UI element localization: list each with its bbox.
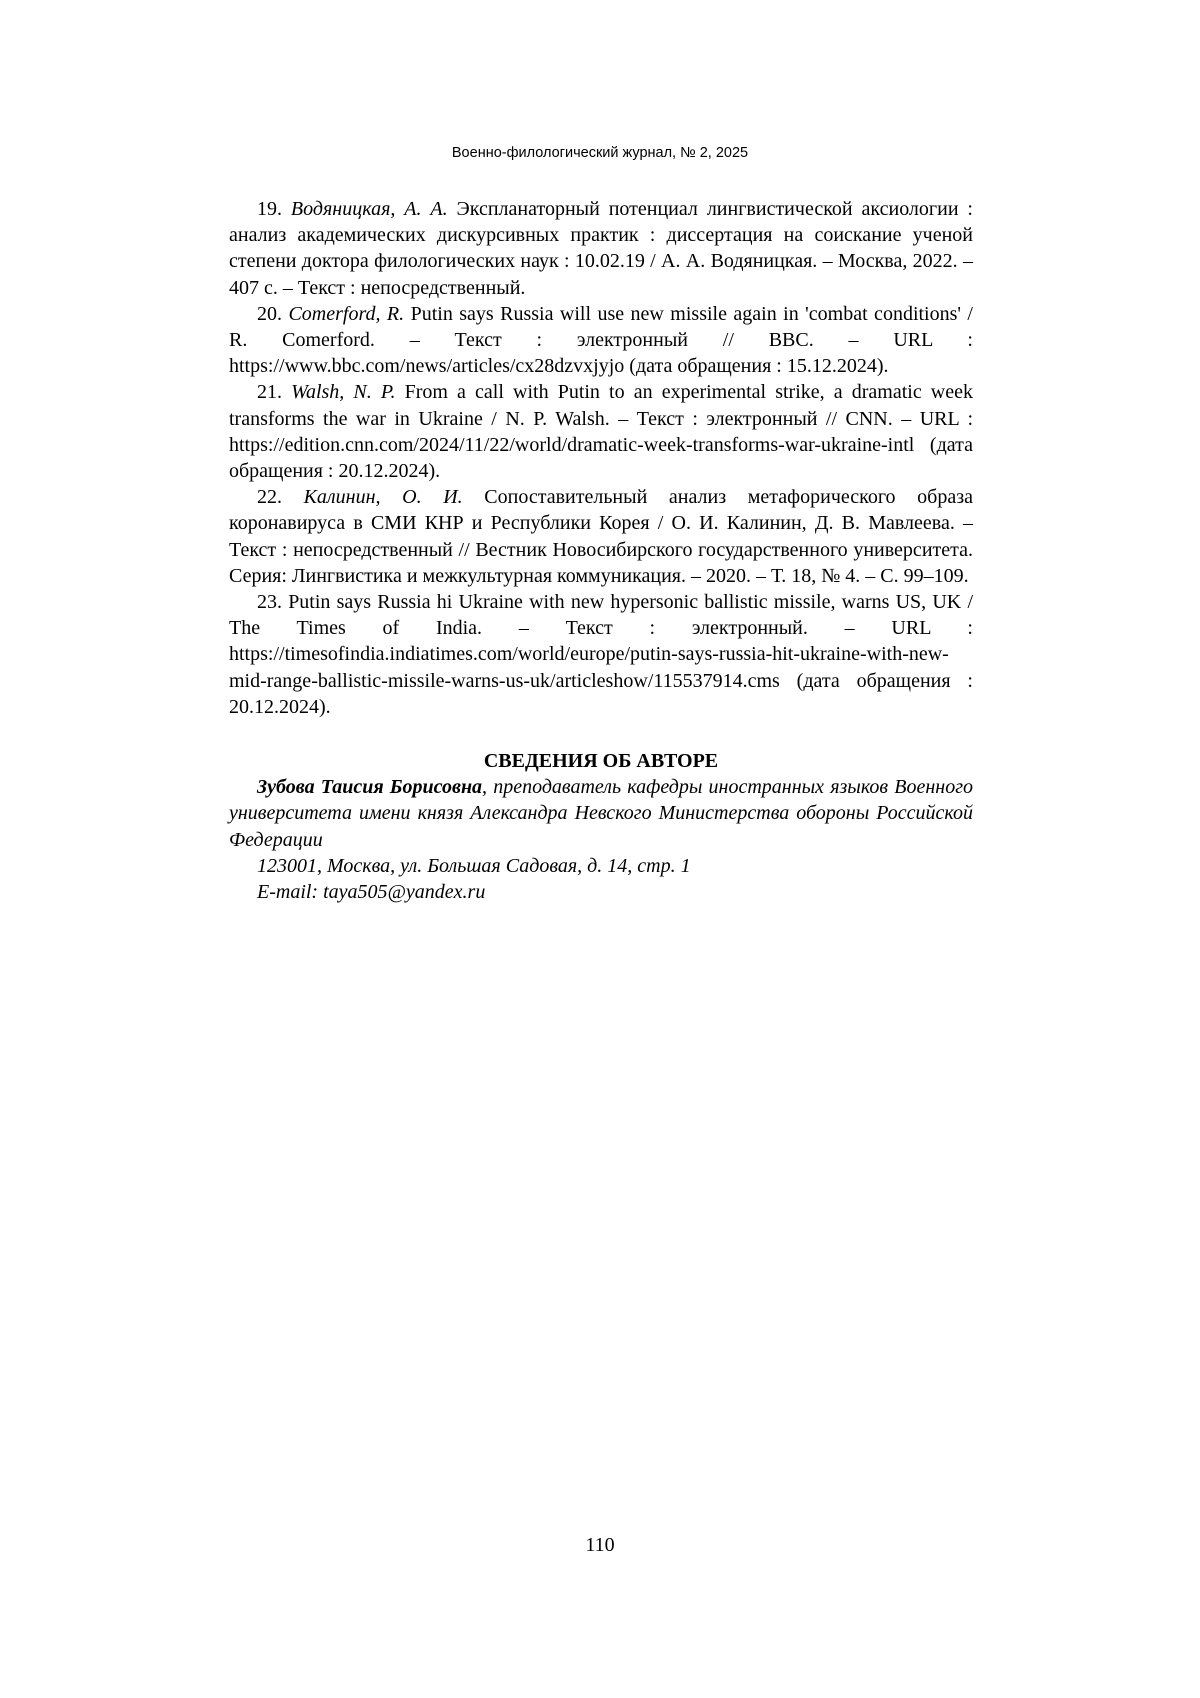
reference-text: Putin says Russia hi Ukraine with new hypersonic ballistic missile, warns US, UK / The Times of India. – Текст : электронный. – URL : https://timesofindia.indiatimes.com/world/europe/putin-says-russia-hit-ukraine-with-new-mid-range-ballistic-missile-warns-us-uk/articleshow/115537914.cms (дата обращения : 20.12.2024). [229, 591, 973, 718]
reference-item [229, 589, 973, 720]
reference-item [229, 196, 973, 301]
reference-number: 21. [257, 381, 282, 404]
author-section-title: СВЕДЕНИЯ ОБ АВТОРЕ [483, 750, 719, 773]
reference-number: 20. [257, 302, 282, 325]
reference-author: Comerford, R. [288, 302, 405, 325]
reference-text: Putin says Russia will use new missile again in 'combat conditions' / R. Comerford. – Текст : электронный // BBC. – URL : https://www.bbc.com/news/articles/cx28dzvxjyjo (дата обращения : 15.12.2024). [229, 302, 973, 378]
author-address: 123001, Москва, ул. Большая Садовая, д. 14, стр. 1 [257, 854, 691, 877]
reference-number: 19. [257, 198, 282, 220]
reference-author: Калинин, О. И. [303, 486, 463, 509]
reference-author: Водяницкая, А. А. [290, 198, 448, 220]
reference-item [229, 379, 973, 484]
reference-number: 22. [257, 486, 282, 509]
reference-list [229, 196, 973, 720]
author-name: Зубова Таисия Борисовна [257, 776, 483, 799]
author-affiliation: , преподаватель кафедры иностранных языков Военного университета имени князя Александра Невского Министерства обороны Российской Федерации [229, 776, 974, 851]
reference-text: From a call with Putin to an experimental strike, a dramatic week transforms the war in Ukraine / N. P. Walsh. – Текст : электронный // CNN. – URL : https://edition.cnn.com/2024/11/22/world/dramatic-week-transforms-war-ukraine-intl (дата обращения : 20.12.2024). [229, 381, 973, 483]
reference-text: Экспланаторный потенциал лингвистической аксиологии : анализ академических дискурсивных практик : диссертация на соискание ученой степени доктора филологических наук : 10.02.19 / А. А. Водяницкая. – Москва, 2022. – 407 с. – Текст : непосредственный. [229, 198, 973, 299]
author-email: E-mail: taya505@yandex.ru [257, 881, 486, 904]
reference-number: 23. [257, 591, 282, 614]
reference-item [229, 484, 973, 589]
reference-item [229, 301, 973, 380]
reference-author: Walsh, N. P. [291, 381, 396, 404]
author-info [229, 774, 973, 853]
page-content [229, 196, 973, 905]
journal-title: Военно-филологический журнал, № 2, 2025 [451, 145, 749, 161]
page-number: 110 [585, 1534, 615, 1556]
running-header [0, 143, 1200, 163]
reference-text: Сопоставительный анализ метафорического образа коронавируса в СМИ КНР и Республики Корея / О. И. Калинин, Д. В. Мавлеева. – Текст : непосредственный // Вестник Новосибирского государственного университета. Серия: Лингвистика и межкультурная коммуникация. – 2020. – Т. 18, № 4. – С. 99–109. [229, 486, 974, 587]
